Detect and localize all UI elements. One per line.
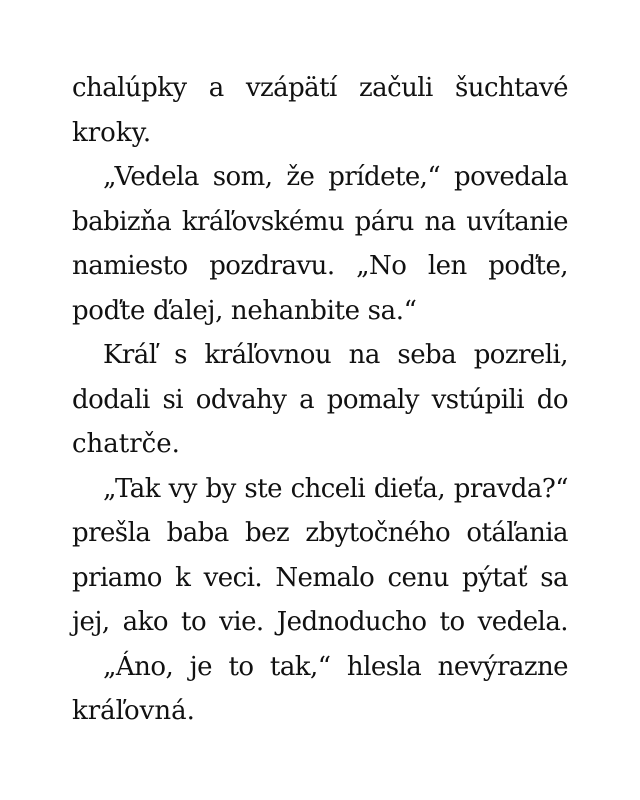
text-line: chatrče. bbox=[72, 429, 180, 459]
text-line: jej, ako to vie. Jednoducho to vedela. bbox=[72, 607, 568, 637]
paragraph-3 bbox=[72, 333, 568, 467]
text-line: babizňa kráľovskému páru na uvítanie bbox=[72, 206, 568, 237]
paragraph-1 bbox=[72, 66, 568, 155]
text-line: prešla baba bez zbytočného otáľania bbox=[72, 518, 568, 548]
paragraph-4 bbox=[72, 467, 568, 645]
text-line: „Vedela som, že prídete,“ povedala bbox=[103, 162, 568, 192]
paragraph-2 bbox=[72, 155, 568, 333]
text-line: chalúpky a vzápätí začuli šuchtavé bbox=[72, 73, 568, 103]
text-line: namiesto pozdravu. „No len poďte, bbox=[72, 251, 568, 281]
text-line: kroky. bbox=[72, 117, 152, 148]
text-line: poďte ďalej, nehanbite sa.“ bbox=[72, 295, 417, 326]
text-line: kráľovná. bbox=[72, 696, 195, 726]
text-line: „Áno, je to tak,“ hlesla nevýrazne bbox=[103, 651, 568, 682]
paragraph-5 bbox=[72, 645, 568, 734]
text-line: priamo k veci. Nemalo cenu pýtať sa bbox=[72, 562, 568, 593]
text-line: „Tak vy by ste chceli dieťa, pravda?“ bbox=[103, 473, 568, 504]
text-line: dodali si odvahy a pomaly vstúpili do bbox=[72, 384, 568, 415]
text-line: Kráľ s kráľovnou na seba pozreli, bbox=[103, 340, 568, 370]
book-page bbox=[72, 66, 568, 734]
